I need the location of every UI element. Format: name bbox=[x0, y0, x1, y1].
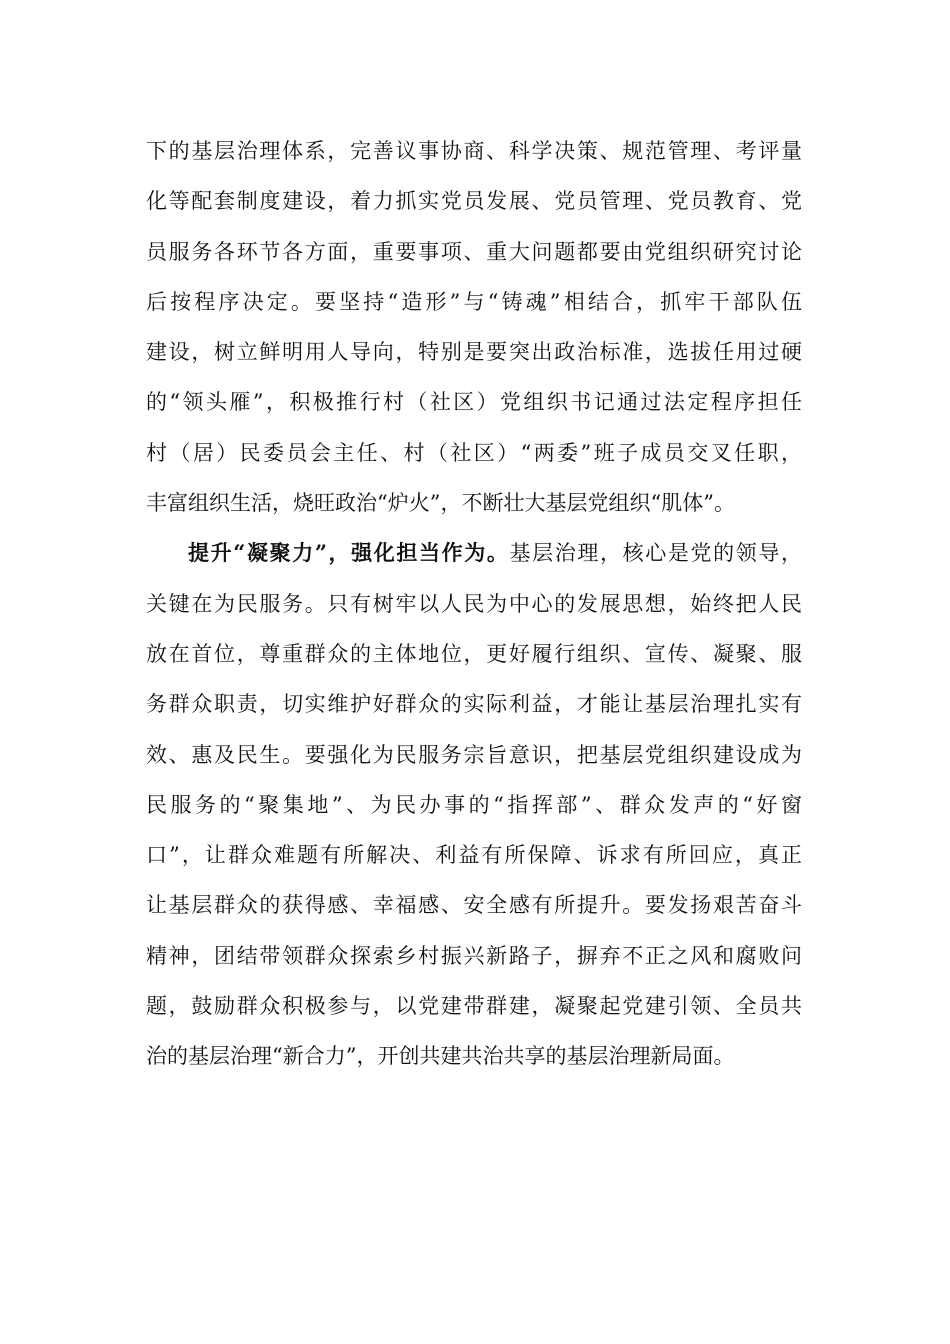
text-line: 口”，让群众难题有所解决、利益有所保障、诉求有所回应，真正 bbox=[146, 843, 802, 868]
text-line: 效、惠及民生。要强化为民服务宗旨意识，把基层党组织建设成为 bbox=[146, 742, 802, 767]
text-line: 题，鼓励群众积极参与，以党建带群建，凝聚起党建引领、全员共 bbox=[146, 994, 802, 1019]
text-line: 下的基层治理体系，完善议事协商、科学决策、规范管理、考评量 bbox=[146, 139, 802, 163]
text-line: 精神，团结带领群众探索乡村振兴新路子，摒弃不正之风和腐败问 bbox=[146, 943, 802, 968]
text-line: 后按程序决定。要坚持“造形”与“铸魂”相结合，抓牢干部队伍 bbox=[146, 289, 802, 314]
text-line: 放在首位，尊重群众的主体地位，更好履行组织、宣传、凝聚、服 bbox=[146, 641, 802, 666]
text-line: 民服务的“聚集地”、为民办事的“指挥部”、群众发声的“好窗 bbox=[146, 792, 802, 817]
document-body bbox=[146, 126, 802, 1082]
text-line: 化等配套制度建设，着力抓实党员发展、党员管理、党员教育、党 bbox=[146, 189, 802, 214]
text-line: 关键在为民服务。只有树牢以人民为中心的发展思想，始终把人民 bbox=[146, 591, 802, 616]
text-line: 员服务各环节各方面，重要事项、重大问题都要由党组织研究讨论 bbox=[146, 239, 802, 264]
text-line: 让基层群众的获得感、幸福感、安全感有所提升。要发扬艰苦奋斗 bbox=[146, 893, 802, 918]
text-line: 务群众职责，切实维护好群众的实际利益，才能让基层治理扎实有 bbox=[146, 692, 802, 717]
text-line: 丰富组织生活，烧旺政治“炉火”，不断壮大基层党组织“肌体”。 bbox=[146, 491, 735, 516]
text-line: 治的基层治理“新合力”，开创共建共治共享的基层治理新局面。 bbox=[146, 1044, 735, 1069]
text-line: 建设，树立鲜明用人导向，特别是要突出政治标准，选拔任用过硬 bbox=[146, 340, 802, 365]
text-line: 村（居）民委员会主任、村（社区）“两委”班子成员交叉任职， bbox=[146, 440, 802, 465]
paragraph-2 bbox=[146, 528, 802, 1081]
paragraph-first-line bbox=[146, 528, 802, 578]
text-line: 的“领头雁”，积极推行村（社区）党组织书记通过法定程序担任 bbox=[146, 390, 802, 415]
paragraph-1 bbox=[146, 126, 802, 528]
paragraph-lead-text: 基层治理，核心是党的领导， bbox=[509, 541, 802, 566]
paragraph-heading: 提升“凝聚力”，强化担当作为。 bbox=[188, 540, 510, 566]
